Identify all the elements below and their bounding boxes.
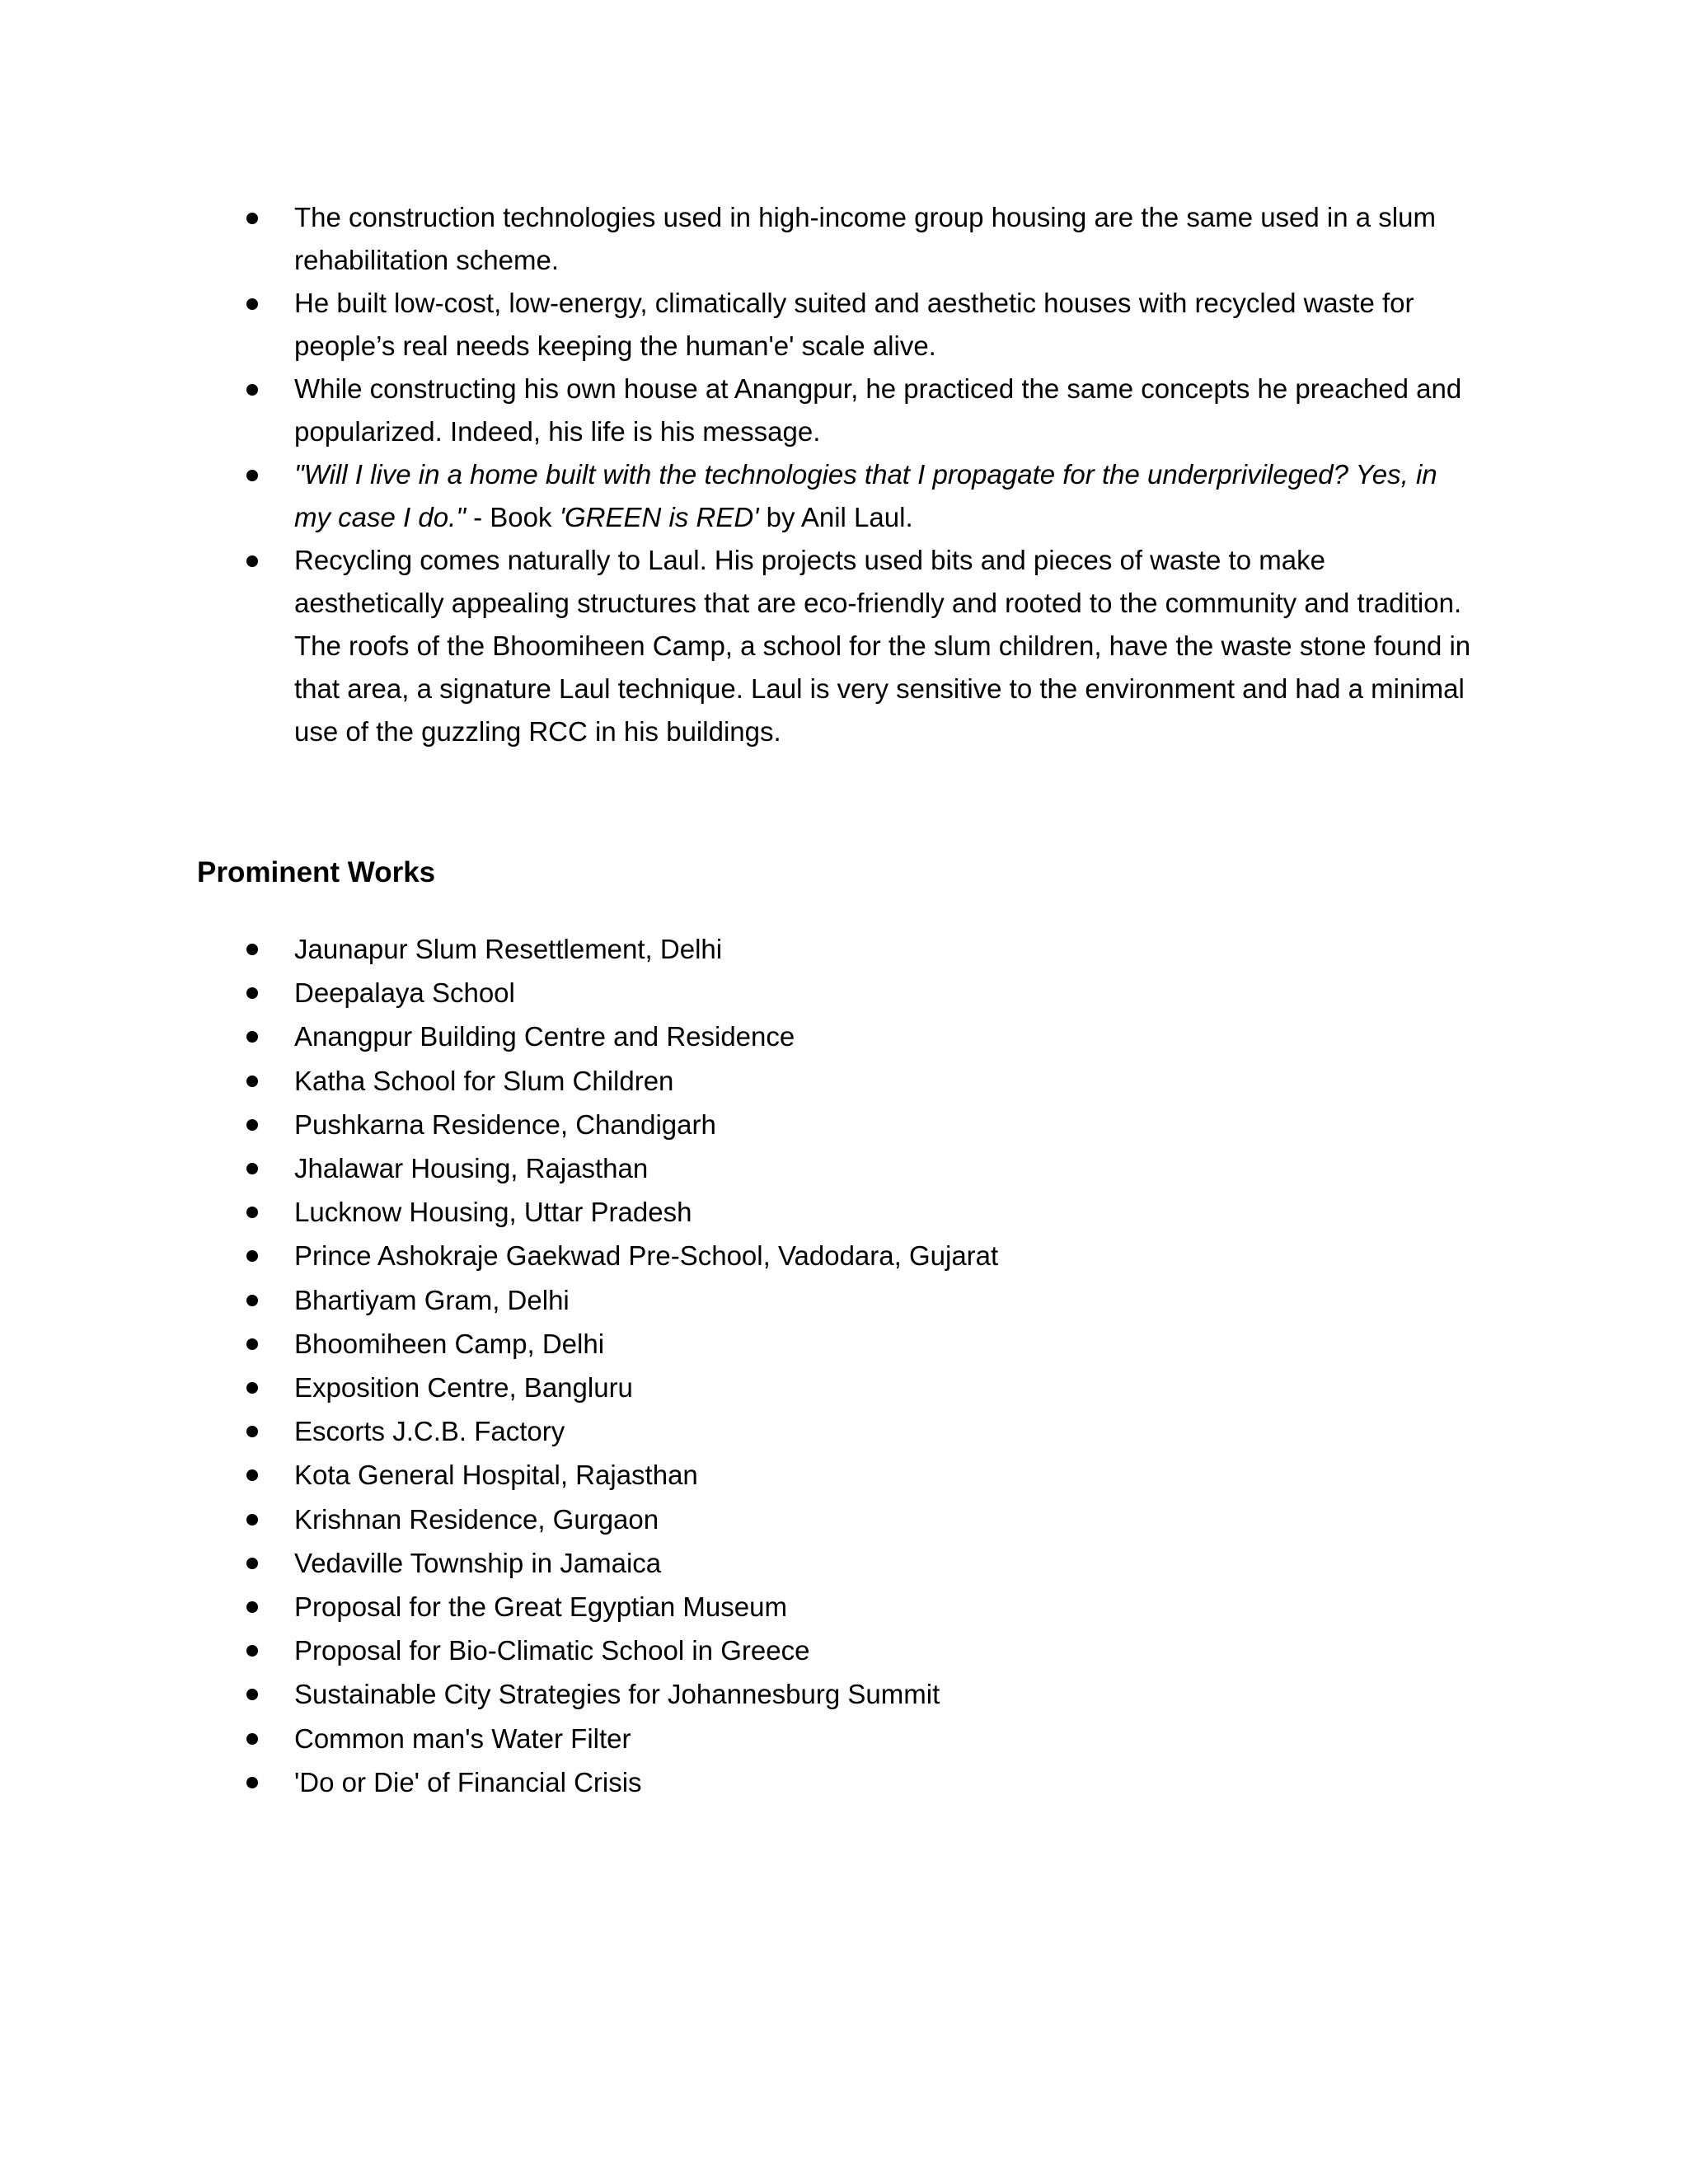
work-item-text: Vedaville Township in Jamaica — [294, 1547, 662, 1578]
bullet-icon — [246, 1382, 258, 1394]
work-item — [0, 1541, 1688, 1585]
work-item — [0, 1760, 1688, 1804]
bullet-text: He built low-cost, low-energy, climatically suited and aesthetic houses with recycled waste for people’s real needs keeping the human'e' scale alive. — [294, 288, 1414, 361]
bullet-icon — [246, 1469, 258, 1481]
work-item-text: Jaunapur Slum Resettlement, Delhi — [294, 934, 723, 964]
work-item-text: Lucknow Housing, Uttar Pradesh — [294, 1197, 692, 1228]
work-item-text: Pushkarna Residence, Chandigarh — [294, 1108, 716, 1140]
quote-source-prefix: - Book — [465, 502, 560, 532]
intro-bullet-list — [0, 196, 1688, 753]
work-item — [0, 1146, 1688, 1190]
work-item-text: Proposal for Bio-Climatic School in Greece — [294, 1635, 810, 1666]
work-item-text: Jhalawar Housing, Rajasthan — [294, 1153, 649, 1184]
work-item — [0, 1717, 1688, 1760]
work-item-text: Sustainable City Strategies for Johannesburg Summit — [294, 1679, 940, 1710]
bullet-icon — [246, 213, 258, 224]
work-item — [0, 1190, 1688, 1234]
work-item — [0, 1015, 1688, 1058]
bullet-icon — [246, 384, 258, 396]
work-item — [0, 971, 1688, 1015]
bullet-icon — [246, 1338, 258, 1350]
bullet-text: Recycling comes naturally to Laul. His projects used bits and pieces of waste to make aesthetically appealing structures that are eco-friendly and rooted to the community and tradition. The roofs of the Bhoomiheen Camp, a school for the slum children, have the waste stone found in that area, a signature Laul technique. Laul is very sensitive to the environment and had a minimal use of the guzzling RCC in his buildings. — [294, 545, 1471, 747]
bullet-icon — [246, 1119, 258, 1131]
work-item-text: Common man's Water Filter — [294, 1722, 631, 1754]
bullet-icon — [246, 1733, 258, 1745]
bullet-text: While constructing his own house at Anangpur, he practiced the same concepts he preached and popularized. Indeed, his life is his message. — [294, 373, 1462, 447]
work-item — [0, 1409, 1688, 1453]
list-item — [0, 282, 1688, 368]
work-item-text: Krishnan Residence, Gurgaon — [294, 1503, 659, 1535]
list-item — [0, 539, 1688, 753]
list-item — [0, 196, 1688, 282]
work-item — [0, 1366, 1688, 1409]
bullet-icon — [246, 1558, 258, 1569]
bullet-icon — [246, 1777, 258, 1788]
work-item — [0, 1629, 1688, 1672]
list-item-quote — [0, 453, 1688, 539]
work-item — [0, 1234, 1688, 1277]
quote-text: "Will I live in a home built with the technologies that I propagate for the underprivileged? Yes, in my case I do." — [294, 459, 1437, 532]
work-item-text: Exposition Centre, Bangluru — [294, 1372, 633, 1404]
work-item — [0, 1059, 1688, 1103]
work-item — [0, 927, 1688, 971]
work-item-text: Proposal for the Great Egyptian Museum — [294, 1591, 787, 1623]
bullet-text: The construction technologies used in high-income group housing are the same used in a slum rehabilitation scheme. — [294, 202, 1436, 275]
work-item-text: Bhartiyam Gram, Delhi — [294, 1284, 570, 1315]
work-item-text: Prince Ashokraje Gaekwad Pre-School, Vadodara, Gujarat — [294, 1240, 999, 1272]
bullet-icon — [246, 1645, 258, 1657]
work-item-text: Escorts J.C.B. Factory — [294, 1416, 565, 1447]
quote-author: by Anil Laul. — [758, 502, 913, 532]
work-item — [0, 1585, 1688, 1629]
bullet-icon — [246, 987, 258, 999]
work-item-text: Bhoomiheen Camp, Delhi — [294, 1328, 605, 1359]
bullet-icon — [246, 944, 258, 955]
work-item — [0, 1278, 1688, 1322]
bullet-icon — [246, 1514, 258, 1526]
bullet-icon — [246, 1426, 258, 1437]
bullet-icon — [246, 1163, 258, 1174]
works-bullet-list — [0, 927, 1688, 1804]
bullet-icon — [246, 1295, 258, 1306]
bullet-icon — [246, 555, 258, 567]
book-title: 'GREEN is RED' — [559, 502, 759, 532]
work-item-text: Deepalaya School — [294, 977, 515, 1009]
list-item — [0, 368, 1688, 453]
work-item — [0, 1322, 1688, 1366]
work-item-text: Anangpur Building Centre and Residence — [294, 1021, 795, 1052]
bullet-icon — [246, 298, 258, 310]
work-item-text: Kota General Hospital, Rajasthan — [294, 1460, 698, 1491]
work-item — [0, 1497, 1688, 1541]
work-item-text: Katha School for Slum Children — [294, 1065, 674, 1096]
bullet-icon — [246, 1250, 258, 1262]
work-item — [0, 1453, 1688, 1497]
section-heading: Prominent Works — [197, 856, 436, 888]
bullet-icon — [246, 1689, 258, 1700]
work-item-text: 'Do or Die' of Financial Crisis — [294, 1766, 642, 1797]
bullet-icon — [246, 1031, 258, 1043]
bullet-icon — [246, 1207, 258, 1218]
bullet-icon — [246, 1601, 258, 1613]
bullet-icon — [246, 470, 258, 481]
bullet-icon — [246, 1076, 258, 1087]
work-item — [0, 1103, 1688, 1146]
work-item — [0, 1672, 1688, 1716]
